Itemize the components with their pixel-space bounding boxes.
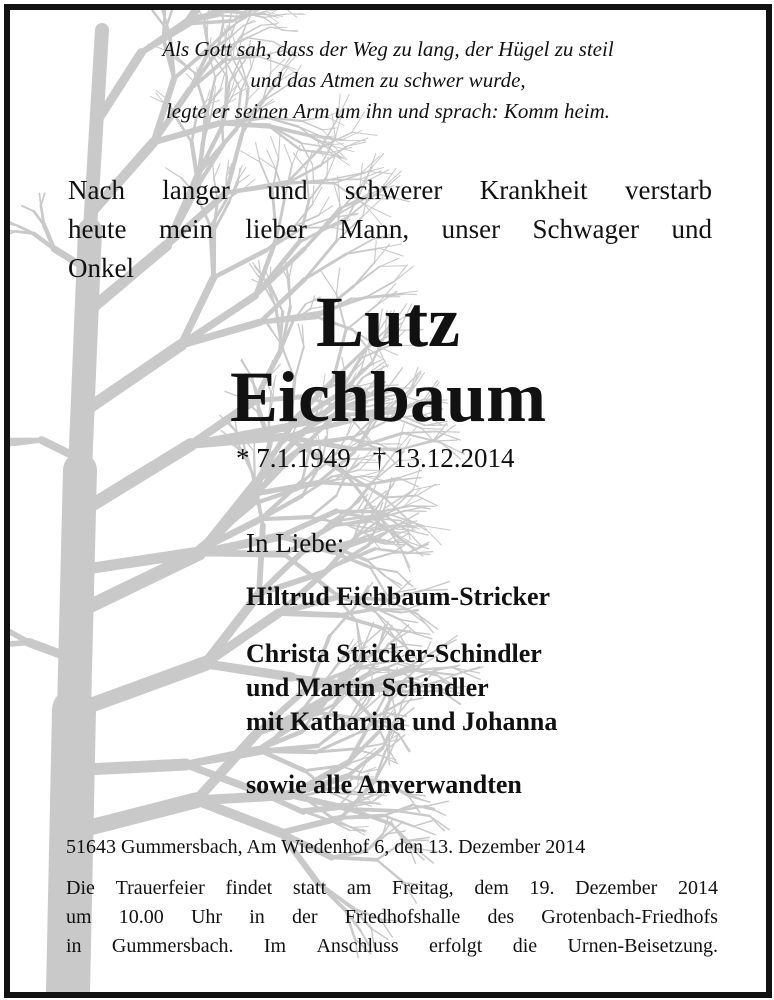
verse-line: legte er seinen Arm um ihn und sprach: Komm heim. [165,99,611,123]
word: 2014 [678,877,718,899]
word: findet [225,877,273,899]
deceased-first-name: Lutz [316,282,460,362]
word: Schwager [532,214,639,244]
word: in [66,935,82,957]
mourner-group [246,637,557,739]
word: heute [68,214,127,244]
word: dem [474,877,509,899]
birth-date: * 7.1.1949 [236,443,351,473]
word: und [267,175,308,205]
funeral-notice [66,874,718,961]
word: Anschluss [316,935,399,957]
word: 10.00 [118,906,164,928]
announcement-text [68,171,712,288]
verse-line: und das Atmen zu schwer wurde, [250,68,526,92]
mourner-group [246,768,522,802]
word: statt [292,877,327,899]
word: Mann, [339,214,410,244]
deceased-last-name: Eichbaum [229,357,547,437]
word: Nach [68,175,125,205]
word: schwerer [344,175,443,205]
death-date: † 13.12.2014 [372,443,515,473]
mourner-name: und Martin Schindler [246,673,489,702]
word: die [512,935,538,957]
word: lieber [245,214,307,244]
word: Gummersbach. [111,935,234,957]
word: Urnen-Beisetzung. [567,935,718,957]
word: der [291,906,318,928]
obituary-frame [4,4,772,998]
word: Onkel [68,253,134,283]
word: am [346,877,372,899]
funeral-line [66,874,718,903]
word: Krankheit [479,175,588,205]
word: erfolgt [429,935,483,957]
word: Uhr [190,906,223,928]
word: in [249,906,265,928]
funeral-line [66,932,718,961]
word: Dezember [575,877,658,899]
word: Die [66,877,95,899]
mourner-name: Christa Stricker-Schindler [246,639,542,668]
verse-line: Als Gott sah, dass der Weg zu lang, der Hügel zu steil [162,37,614,61]
word: Friedhofshalle [344,906,461,928]
word: langer [162,175,230,205]
life-dates [236,442,515,474]
word: des [487,906,515,928]
announcement-line [68,210,712,249]
word: um [66,906,92,928]
announcement-line [68,171,712,210]
word: Im [263,935,287,957]
funeral-line [66,903,718,932]
word: Grotenbach-Friedhofs [541,906,718,928]
word: unser [441,214,501,244]
memorial-verse [50,34,726,127]
mourners-heading: In Liebe: [246,528,345,558]
address-line: 51643 Gummersbach, Am Wiedenhof 6, den 13. Dezember 2014 [66,836,586,858]
word: Freitag, [391,877,454,899]
mourner-group [246,580,550,614]
word: verstarb [625,175,712,205]
obituary-content [10,10,766,992]
word: Trauerfeier [115,877,205,899]
word: 19. [529,877,555,899]
mourner-name: Hiltrud Eichbaum-Stricker [246,582,551,611]
mourner-name: sowie alle Anverwandten [246,770,522,799]
word: und [671,214,712,244]
mourner-name: mit Katharina und Johanna [246,707,558,736]
word: mein [158,214,213,244]
